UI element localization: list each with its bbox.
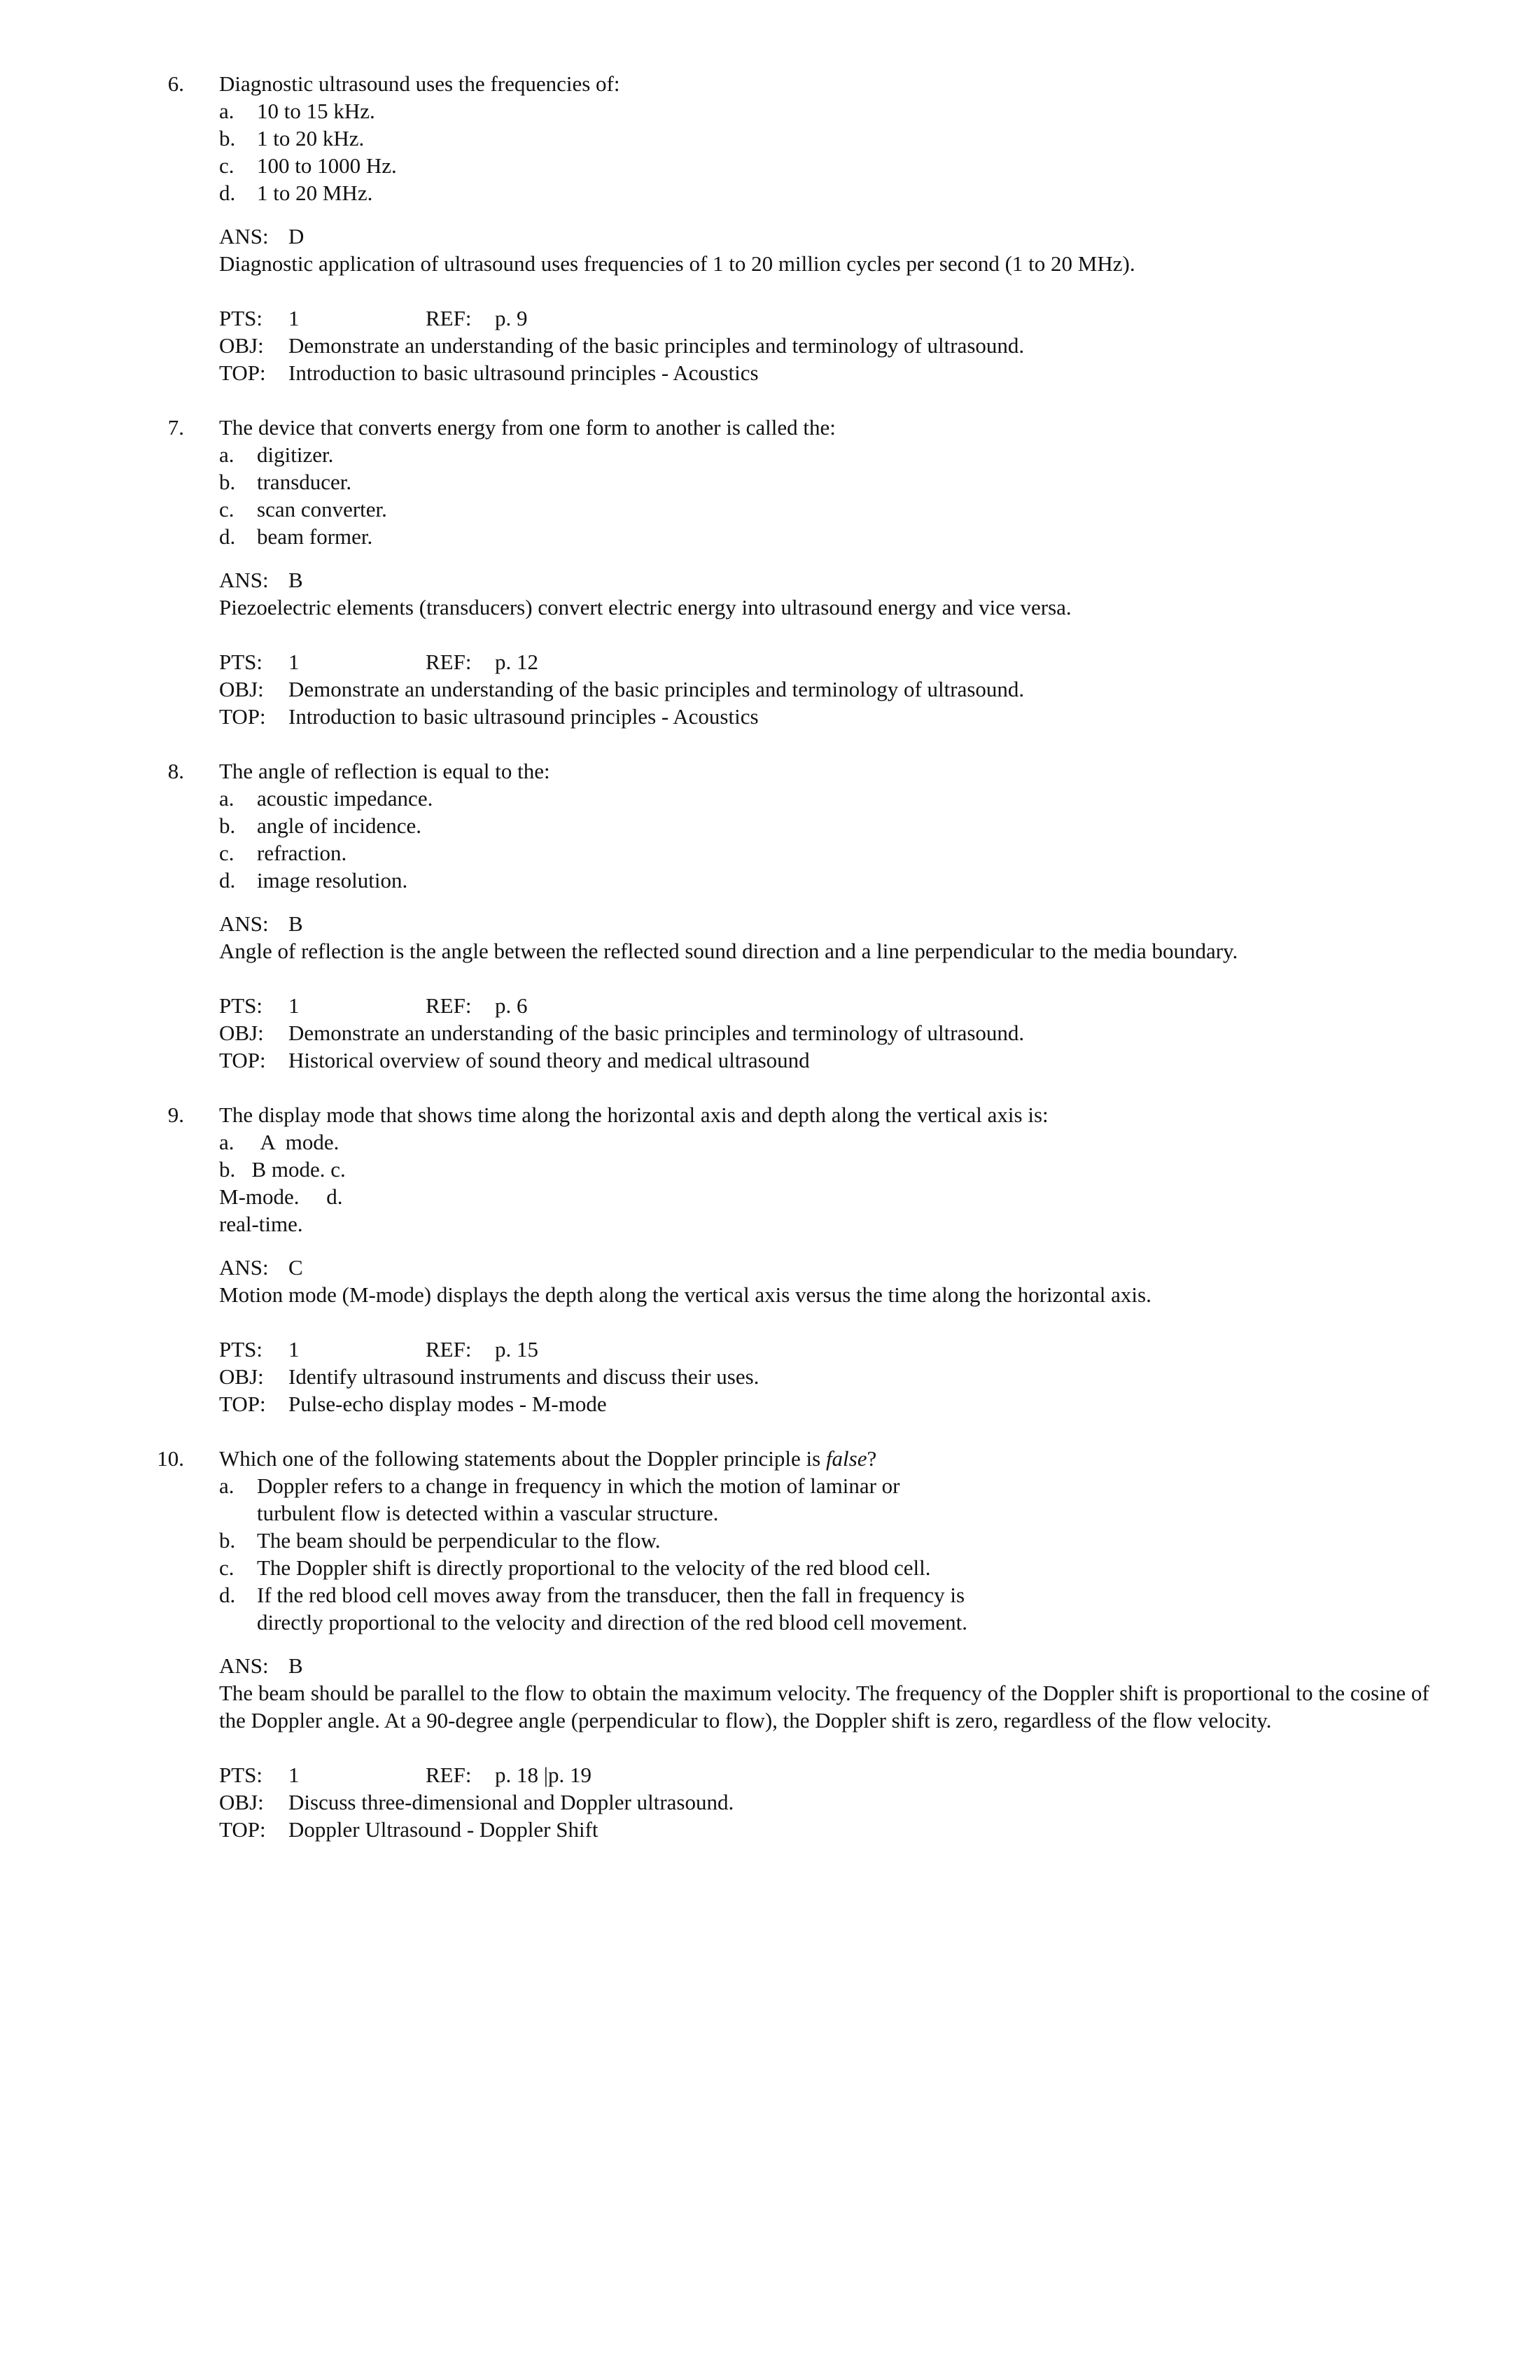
ref-value: p. 18 |p. 19 bbox=[495, 1763, 592, 1787]
explanation: Diagnostic application of ultrasound uses frequencies of 1 to 20 million cycles per second (1 to 20 MHz). bbox=[219, 251, 1135, 276]
question-line bbox=[0, 70, 1540, 97]
answer-option bbox=[0, 1581, 1540, 1609]
question-stem-text: The device that converts energy from one form to another is called the: bbox=[219, 415, 836, 440]
answer-option bbox=[0, 152, 1540, 179]
option-text: real-time. bbox=[219, 1212, 303, 1236]
ans-value: B bbox=[288, 911, 303, 936]
option-label: b. bbox=[219, 470, 236, 494]
obj-label: OBJ: bbox=[219, 333, 264, 358]
question-block bbox=[0, 70, 1540, 386]
answer-option bbox=[0, 1527, 1540, 1554]
question-stem bbox=[219, 757, 550, 785]
question-stem-text: Which one of the following statements about the Doppler principle is bbox=[219, 1446, 826, 1471]
pts-value: 1 bbox=[288, 306, 300, 330]
pts-value: 1 bbox=[288, 1763, 300, 1787]
ref-value: p. 12 bbox=[495, 650, 538, 674]
obj-line bbox=[0, 332, 1540, 359]
answer-option-line bbox=[0, 1210, 1540, 1238]
top-line bbox=[0, 1390, 1540, 1418]
obj-line bbox=[0, 1363, 1540, 1390]
answer-line bbox=[0, 566, 1540, 594]
question-stem bbox=[219, 414, 836, 441]
option-text: The Doppler shift is directly proportional to the velocity of the red blood cell. bbox=[257, 1555, 931, 1580]
option-text: beam former. bbox=[257, 524, 373, 549]
option-text: a. A mode. bbox=[219, 1130, 340, 1154]
ans-label: ANS: bbox=[219, 1653, 269, 1678]
option-label: a. bbox=[219, 1474, 234, 1498]
option-label: b. bbox=[219, 126, 236, 150]
obj-label: OBJ: bbox=[219, 1364, 264, 1389]
ref-label: REF: bbox=[426, 650, 472, 674]
pts-ref-line bbox=[0, 648, 1540, 676]
option-label: d. bbox=[219, 1583, 236, 1607]
question-stem bbox=[219, 70, 620, 97]
ans-label: ANS: bbox=[219, 568, 269, 592]
question-stem bbox=[219, 1445, 876, 1472]
top-label: TOP: bbox=[219, 1048, 266, 1072]
top-line bbox=[0, 703, 1540, 730]
explanation: Piezoelectric elements (transducers) convert electric energy into ultrasound energy and vice versa. bbox=[219, 595, 1072, 620]
pts-label: PTS: bbox=[219, 306, 263, 330]
answer-option bbox=[0, 785, 1540, 812]
option-text: acoustic impedance. bbox=[257, 786, 433, 811]
ans-value: C bbox=[288, 1255, 303, 1280]
obj-label: OBJ: bbox=[219, 677, 264, 701]
top-value: Doppler Ultrasound - Doppler Shift bbox=[288, 1817, 598, 1842]
obj-line bbox=[0, 676, 1540, 703]
answer-option-line bbox=[0, 1128, 1540, 1156]
option-text: angle of incidence. bbox=[257, 813, 421, 838]
option-text: transducer. bbox=[257, 470, 352, 494]
question-number: 8. bbox=[167, 759, 184, 783]
answer-option bbox=[0, 125, 1540, 152]
obj-value: Identify ultrasound instruments and discuss their uses. bbox=[288, 1364, 760, 1389]
ref-value: p. 15 bbox=[495, 1337, 538, 1362]
question-line bbox=[0, 1101, 1540, 1128]
top-value: Historical overview of sound theory and medical ultrasound bbox=[288, 1048, 810, 1072]
answer-option bbox=[0, 1609, 1540, 1636]
pts-label: PTS: bbox=[219, 1337, 263, 1362]
answer-option bbox=[0, 496, 1540, 523]
top-label: TOP: bbox=[219, 1392, 266, 1416]
ref-value: p. 6 bbox=[495, 993, 528, 1018]
top-label: TOP: bbox=[219, 704, 266, 729]
option-text: Doppler refers to a change in frequency in which the motion of laminar or bbox=[257, 1474, 900, 1498]
option-text: image resolution. bbox=[257, 868, 408, 892]
top-value: Introduction to basic ultrasound principles - Acoustics bbox=[288, 360, 759, 385]
answer-option-line bbox=[0, 1156, 1540, 1183]
question-number: 10. bbox=[157, 1446, 184, 1471]
option-text: b. B mode. c. bbox=[219, 1157, 346, 1182]
option-label: a. bbox=[219, 786, 234, 811]
obj-line bbox=[0, 1788, 1540, 1816]
answer-line bbox=[0, 223, 1540, 250]
explanation: The beam should be parallel to the flow to obtain the maximum velocity. The frequency of the Doppler shift is proportional to the cosine of the Doppler angle. At a 90-degree angle (perpendicular to flow), the Doppler shift is zero, regardless of the flow velocity. bbox=[219, 1681, 1429, 1732]
pts-ref-line bbox=[0, 1336, 1540, 1363]
obj-line bbox=[0, 1019, 1540, 1046]
ref-label: REF: bbox=[426, 306, 472, 330]
answer-line bbox=[0, 910, 1540, 937]
question-stem-text: The display mode that shows time along the horizontal axis and depth along the vertical axis is: bbox=[219, 1102, 1049, 1127]
option-text: 1 to 20 MHz. bbox=[257, 181, 373, 205]
option-text: turbulent flow is detected within a vascular structure. bbox=[257, 1501, 719, 1525]
question-block bbox=[0, 757, 1540, 1074]
obj-label: OBJ: bbox=[219, 1790, 264, 1814]
obj-value: Demonstrate an understanding of the basic principles and terminology of ultrasound. bbox=[288, 333, 1025, 358]
answer-option bbox=[0, 812, 1540, 839]
option-text: directly proportional to the velocity and direction of the red blood cell movement. bbox=[257, 1610, 967, 1634]
pts-value: 1 bbox=[288, 993, 300, 1018]
question-number: 6. bbox=[167, 71, 184, 96]
option-text: 10 to 15 kHz. bbox=[257, 99, 375, 123]
obj-value: Demonstrate an understanding of the basic principles and terminology of ultrasound. bbox=[288, 677, 1025, 701]
option-text: M-mode. d. bbox=[219, 1184, 343, 1209]
ans-label: ANS: bbox=[219, 1255, 269, 1280]
top-value: Introduction to basic ultrasound principles - Acoustics bbox=[288, 704, 759, 729]
answer-option bbox=[0, 1554, 1540, 1581]
option-label: a. bbox=[219, 442, 234, 467]
pts-ref-line bbox=[0, 992, 1540, 1019]
answer-option bbox=[0, 839, 1540, 867]
top-line bbox=[0, 1816, 1540, 1843]
ref-label: REF: bbox=[426, 1763, 472, 1787]
answer-option bbox=[0, 97, 1540, 125]
explanation: Angle of reflection is the angle between the reflected sound direction and a line perpendicular to the media boundary. bbox=[219, 939, 1238, 963]
ref-value: p. 9 bbox=[495, 306, 528, 330]
pts-ref-line bbox=[0, 1761, 1540, 1788]
question-stem-text: The angle of reflection is equal to the: bbox=[219, 759, 550, 783]
option-label: d. bbox=[219, 524, 236, 549]
pts-value: 1 bbox=[288, 650, 300, 674]
explanation: Motion mode (M-mode) displays the depth along the vertical axis versus the time along the horizontal axis. bbox=[219, 1282, 1152, 1307]
option-label: b. bbox=[219, 813, 236, 838]
question-stem-italic: false bbox=[825, 1446, 867, 1471]
top-label: TOP: bbox=[219, 360, 266, 385]
ans-value: D bbox=[288, 224, 304, 248]
question-stem-end: ? bbox=[867, 1446, 877, 1471]
answer-line bbox=[0, 1254, 1540, 1281]
answer-line bbox=[0, 1652, 1540, 1679]
top-line bbox=[0, 1046, 1540, 1074]
answer-option bbox=[0, 1499, 1540, 1527]
pts-label: PTS: bbox=[219, 650, 263, 674]
option-label: b. bbox=[219, 1528, 236, 1553]
option-text: The beam should be perpendicular to the flow. bbox=[257, 1528, 661, 1553]
ans-value: B bbox=[288, 568, 303, 592]
answer-option bbox=[0, 441, 1540, 468]
option-label: c. bbox=[219, 153, 234, 178]
question-number: 9. bbox=[167, 1102, 184, 1127]
top-line bbox=[0, 359, 1540, 386]
answer-option bbox=[0, 523, 1540, 550]
answer-option bbox=[0, 468, 1540, 496]
question-line bbox=[0, 1445, 1540, 1472]
ans-label: ANS: bbox=[219, 911, 269, 936]
question-stem bbox=[219, 1101, 1049, 1128]
ref-label: REF: bbox=[426, 1337, 472, 1362]
top-label: TOP: bbox=[219, 1817, 266, 1842]
question-line bbox=[0, 757, 1540, 785]
answer-option bbox=[0, 1472, 1540, 1499]
pts-label: PTS: bbox=[219, 1763, 263, 1787]
option-text: digitizer. bbox=[257, 442, 334, 467]
option-label: c. bbox=[219, 841, 234, 865]
option-text: refraction. bbox=[257, 841, 347, 865]
pts-ref-line bbox=[0, 304, 1540, 332]
question-line bbox=[0, 414, 1540, 441]
ans-label: ANS: bbox=[219, 224, 269, 248]
option-label: d. bbox=[219, 181, 236, 205]
top-value: Pulse-echo display modes - M-mode bbox=[288, 1392, 607, 1416]
answer-option-line bbox=[0, 1183, 1540, 1210]
question-list bbox=[0, 70, 1540, 1870]
option-label: a. bbox=[219, 99, 234, 123]
question-stem-text: Diagnostic ultrasound uses the frequencies of: bbox=[219, 71, 620, 96]
obj-value: Demonstrate an understanding of the basic principles and terminology of ultrasound. bbox=[288, 1021, 1025, 1045]
obj-label: OBJ: bbox=[219, 1021, 264, 1045]
question-block bbox=[0, 414, 1540, 730]
obj-value: Discuss three-dimensional and Doppler ultrasound. bbox=[288, 1790, 734, 1814]
option-text: If the red blood cell moves away from the transducer, then the fall in frequency is bbox=[257, 1583, 965, 1607]
option-text: 100 to 1000 Hz. bbox=[257, 153, 397, 178]
option-text: 1 to 20 kHz. bbox=[257, 126, 365, 150]
ans-value: B bbox=[288, 1653, 303, 1678]
option-text: scan converter. bbox=[257, 497, 387, 522]
option-label: d. bbox=[219, 868, 236, 892]
pts-value: 1 bbox=[288, 1337, 300, 1362]
question-number: 7. bbox=[167, 415, 184, 440]
option-label: c. bbox=[219, 497, 234, 522]
question-block bbox=[0, 1445, 1540, 1843]
option-label: c. bbox=[219, 1555, 234, 1580]
ref-label: REF: bbox=[426, 993, 472, 1018]
pts-label: PTS: bbox=[219, 993, 263, 1018]
answer-option bbox=[0, 179, 1540, 206]
question-block bbox=[0, 1101, 1540, 1418]
answer-option bbox=[0, 867, 1540, 894]
